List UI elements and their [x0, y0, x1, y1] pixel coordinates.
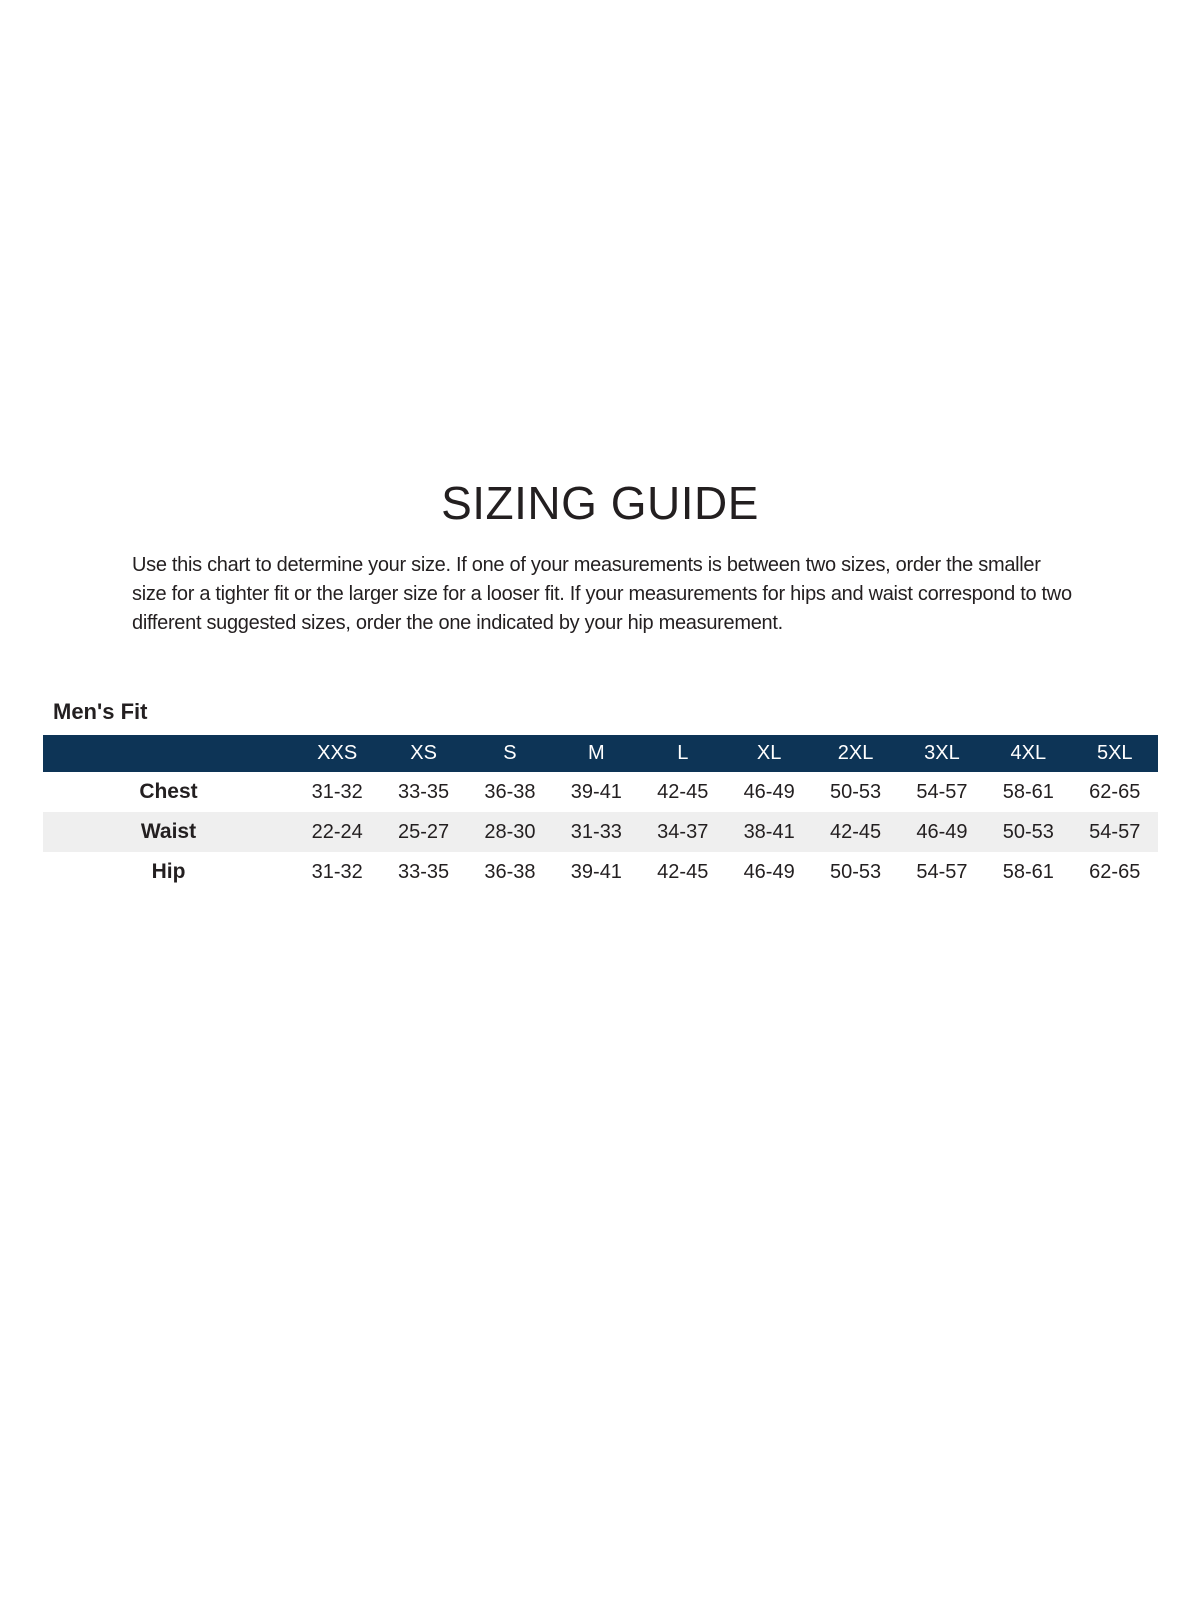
intro-paragraph: Use this chart to determine your size. If one of your measurements is between two sizes, order the smaller size for a tighter fit or the larger size for a looser fit. If your measurements for hips and waist correspond to two different suggested sizes, order the one indicated by your hip measurement. [132, 554, 1072, 634]
measurement-cell: 28-30 [484, 820, 536, 843]
measurement-cell: 54-57 [916, 860, 968, 883]
measurement-cell: 58-61 [1002, 860, 1054, 883]
measurement-cell: 46-49 [916, 820, 968, 843]
measurement-cell: 33-35 [398, 780, 450, 803]
size-header-row [43, 735, 1158, 772]
measurement-cell: 54-57 [916, 780, 968, 803]
measurement-cell: 36-38 [484, 780, 536, 803]
corner-cell [43, 735, 294, 772]
size-column-header-m: M [553, 735, 639, 772]
row-label-waist: Waist [140, 820, 197, 843]
section-label-mens-fit: Men's Fit [53, 699, 148, 724]
measurement-cell: 31-33 [570, 820, 622, 843]
measurement-cell: 33-35 [398, 860, 450, 883]
measurement-cell: 50-53 [829, 780, 882, 803]
table-row-hip [43, 852, 1158, 892]
size-column-header-xs: XS [380, 735, 466, 772]
measurement-cell: 31-32 [311, 780, 363, 803]
measurement-cell: 34-37 [657, 820, 709, 843]
row-label-hip: Hip [151, 860, 186, 883]
measurement-cell: 58-61 [1002, 780, 1054, 803]
size-column-header-5xl: 5XL [1072, 735, 1158, 772]
measurement-cell: 25-27 [398, 820, 450, 843]
measurement-cell: 62-65 [1089, 860, 1141, 883]
measurement-cell: 50-53 [1002, 820, 1054, 843]
size-column-header-4xl: 4XL [985, 735, 1071, 772]
measurement-cell: 39-41 [570, 860, 622, 883]
size-column-header-s: S [467, 735, 553, 772]
sizing-table-container [43, 735, 1158, 892]
measurement-cell: 54-57 [1089, 820, 1141, 843]
table-row-waist [43, 812, 1158, 852]
page-title: SIZING GUIDE [441, 477, 759, 529]
measurement-cell: 38-41 [743, 820, 795, 843]
measurement-cell: 42-45 [657, 860, 709, 883]
measurement-cell: 36-38 [484, 860, 536, 883]
row-label-chest: Chest [139, 780, 198, 803]
size-column-header-xxs: XXS [294, 735, 380, 772]
measurement-cell: 39-41 [570, 780, 622, 803]
measurement-cell: 46-49 [743, 860, 795, 883]
measurement-cell: 22-24 [311, 820, 363, 843]
sizing-table [43, 735, 1158, 892]
measurement-cell: 42-45 [829, 820, 882, 843]
size-column-header-3xl: 3XL [899, 735, 985, 772]
measurement-cell: 46-49 [743, 780, 795, 803]
table-row-chest [43, 772, 1158, 812]
measurement-cell: 42-45 [657, 780, 709, 803]
measurement-cell: 31-32 [311, 860, 363, 883]
measurement-cell: 50-53 [829, 860, 882, 883]
size-column-header-xl: XL [726, 735, 812, 772]
measurement-cell: 62-65 [1089, 780, 1141, 803]
size-column-header-2xl: 2XL [812, 735, 898, 772]
size-column-header-l: L [640, 735, 726, 772]
